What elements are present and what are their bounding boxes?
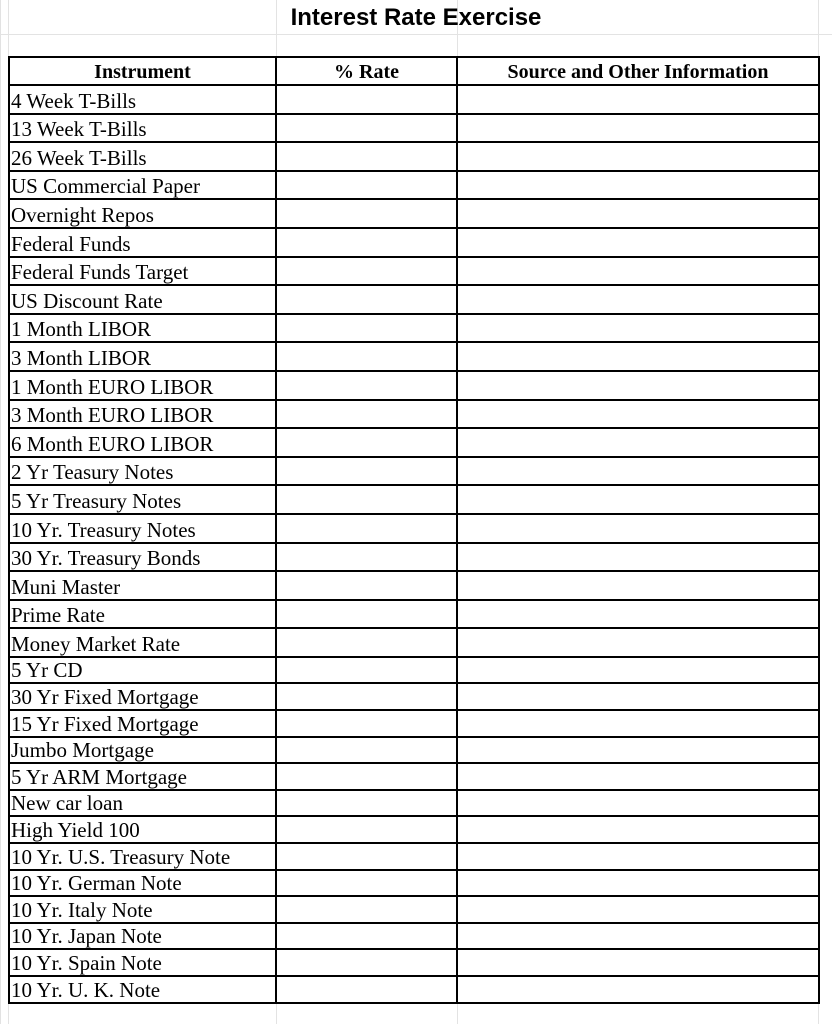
rate-cell[interactable] <box>276 628 457 657</box>
instrument-cell[interactable]: 5 Yr Treasury Notes <box>9 485 276 514</box>
instrument-cell[interactable]: 10 Yr. Japan Note <box>9 923 276 950</box>
rate-cell[interactable] <box>276 485 457 514</box>
rate-cell[interactable] <box>276 142 457 171</box>
rate-cell[interactable] <box>276 657 457 684</box>
rate-cell[interactable] <box>276 790 457 817</box>
rate-cell[interactable] <box>276 543 457 572</box>
instrument-cell[interactable]: Jumbo Mortgage <box>9 737 276 764</box>
source-cell[interactable] <box>457 657 819 684</box>
source-cell[interactable] <box>457 628 819 657</box>
source-cell[interactable] <box>457 314 819 343</box>
source-cell[interactable] <box>457 400 819 429</box>
table-row <box>9 485 819 514</box>
rate-cell[interactable] <box>276 228 457 257</box>
table-row <box>9 342 819 371</box>
table-row <box>9 628 819 657</box>
rate-cell[interactable] <box>276 285 457 314</box>
rate-cell[interactable] <box>276 683 457 710</box>
source-cell[interactable] <box>457 171 819 200</box>
source-cell[interactable] <box>457 949 819 976</box>
instrument-cell[interactable]: 5 Yr ARM Mortgage <box>9 763 276 790</box>
rate-cell[interactable] <box>276 816 457 843</box>
instrument-cell[interactable]: 3 Month LIBOR <box>9 342 276 371</box>
table-row <box>9 571 819 600</box>
source-cell[interactable] <box>457 896 819 923</box>
table-row <box>9 314 819 343</box>
rate-cell[interactable] <box>276 199 457 228</box>
source-cell[interactable] <box>457 485 819 514</box>
instrument-cell[interactable]: US Commercial Paper <box>9 171 276 200</box>
source-cell[interactable] <box>457 737 819 764</box>
source-cell[interactable] <box>457 710 819 737</box>
rate-cell[interactable] <box>276 870 457 897</box>
source-cell[interactable] <box>457 683 819 710</box>
instrument-cell[interactable]: Overnight Repos <box>9 199 276 228</box>
source-cell[interactable] <box>457 870 819 897</box>
rate-cell[interactable] <box>276 737 457 764</box>
rate-cell[interactable] <box>276 949 457 976</box>
rate-cell[interactable] <box>276 763 457 790</box>
instrument-cell[interactable]: 10 Yr. German Note <box>9 870 276 897</box>
rate-cell[interactable] <box>276 371 457 400</box>
table-row <box>9 816 819 843</box>
source-cell[interactable] <box>457 257 819 286</box>
instrument-cell[interactable]: 13 Week T-Bills <box>9 114 276 143</box>
instrument-cell[interactable]: 10 Yr. Spain Note <box>9 949 276 976</box>
table-row <box>9 600 819 629</box>
rate-cell[interactable] <box>276 400 457 429</box>
instrument-cell[interactable]: 1 Month LIBOR <box>9 314 276 343</box>
instrument-cell[interactable]: High Yield 100 <box>9 816 276 843</box>
instrument-cell[interactable]: 6 Month EURO LIBOR <box>9 428 276 457</box>
source-cell[interactable] <box>457 790 819 817</box>
table-row <box>9 790 819 817</box>
source-cell[interactable] <box>457 843 819 870</box>
instrument-cell[interactable]: 15 Yr Fixed Mortgage <box>9 710 276 737</box>
rate-cell[interactable] <box>276 600 457 629</box>
table-row <box>9 428 819 457</box>
source-cell[interactable] <box>457 85 819 114</box>
gridline-row-1 <box>0 34 832 35</box>
source-cell[interactable] <box>457 199 819 228</box>
table-row <box>9 683 819 710</box>
source-cell[interactable] <box>457 428 819 457</box>
table-row <box>9 85 819 114</box>
source-cell[interactable] <box>457 371 819 400</box>
rate-cell[interactable] <box>276 314 457 343</box>
rate-cell[interactable] <box>276 896 457 923</box>
table-row <box>9 870 819 897</box>
table-row <box>9 114 819 143</box>
instrument-cell[interactable]: 10 Yr. U.S. Treasury Note <box>9 843 276 870</box>
instrument-cell[interactable]: 4 Week T-Bills <box>9 85 276 114</box>
instrument-cell[interactable]: 10 Yr. Treasury Notes <box>9 514 276 543</box>
instrument-cell[interactable]: New car loan <box>9 790 276 817</box>
instrument-cell[interactable]: Prime Rate <box>9 600 276 629</box>
table-row <box>9 843 819 870</box>
instrument-cell[interactable]: US Discount Rate <box>9 285 276 314</box>
instrument-cell[interactable]: 10 Yr. Italy Note <box>9 896 276 923</box>
instrument-cell[interactable]: Federal Funds Target <box>9 257 276 286</box>
table-row <box>9 257 819 286</box>
source-cell[interactable] <box>457 342 819 371</box>
header-source[interactable]: Source and Other Information <box>457 57 819 85</box>
sheet-title[interactable]: Interest Rate Exercise <box>290 4 542 31</box>
rate-cell[interactable] <box>276 976 457 1003</box>
instrument-cell[interactable]: Federal Funds <box>9 228 276 257</box>
instrument-cell[interactable]: 1 Month EURO LIBOR <box>9 371 276 400</box>
source-cell[interactable] <box>457 571 819 600</box>
source-cell[interactable] <box>457 816 819 843</box>
header-rate[interactable]: % Rate <box>276 57 457 85</box>
source-cell[interactable] <box>457 114 819 143</box>
rate-cell[interactable] <box>276 843 457 870</box>
rate-cell[interactable] <box>276 171 457 200</box>
rate-cell[interactable] <box>276 514 457 543</box>
table-row <box>9 949 819 976</box>
source-cell[interactable] <box>457 923 819 950</box>
instrument-cell[interactable]: 30 Yr. Treasury Bonds <box>9 543 276 572</box>
instrument-cell[interactable]: Money Market Rate <box>9 628 276 657</box>
source-cell[interactable] <box>457 763 819 790</box>
table-row <box>9 199 819 228</box>
source-cell[interactable] <box>457 976 819 1003</box>
rate-cell[interactable] <box>276 571 457 600</box>
source-cell[interactable] <box>457 228 819 257</box>
rate-cell[interactable] <box>276 428 457 457</box>
instrument-cell[interactable]: 3 Month EURO LIBOR <box>9 400 276 429</box>
source-cell[interactable] <box>457 514 819 543</box>
instrument-cell[interactable]: 26 Week T-Bills <box>9 142 276 171</box>
table-row <box>9 976 819 1003</box>
instrument-cell[interactable]: 10 Yr. U. K. Note <box>9 976 276 1003</box>
source-cell[interactable] <box>457 142 819 171</box>
rate-cell[interactable] <box>276 710 457 737</box>
table-row <box>9 400 819 429</box>
table-row <box>9 142 819 171</box>
source-cell[interactable] <box>457 457 819 486</box>
instrument-cell[interactable]: 5 Yr CD <box>9 657 276 684</box>
instrument-cell[interactable]: Muni Master <box>9 571 276 600</box>
instrument-cell[interactable]: 30 Yr Fixed Mortgage <box>9 683 276 710</box>
rate-cell[interactable] <box>276 457 457 486</box>
rate-cell[interactable] <box>276 923 457 950</box>
instrument-cell[interactable]: 2 Yr Teasury Notes <box>9 457 276 486</box>
table-row <box>9 171 819 200</box>
header-instrument[interactable]: Instrument <box>9 57 276 85</box>
rate-cell[interactable] <box>276 257 457 286</box>
source-cell[interactable] <box>457 543 819 572</box>
table-row <box>9 228 819 257</box>
source-cell[interactable] <box>457 600 819 629</box>
table-row <box>9 896 819 923</box>
interest-rate-table <box>8 56 820 1004</box>
source-cell[interactable] <box>457 285 819 314</box>
rate-cell[interactable] <box>276 85 457 114</box>
header-row <box>9 57 819 85</box>
table-row <box>9 923 819 950</box>
table-row <box>9 737 819 764</box>
table-row <box>9 514 819 543</box>
table-row <box>9 371 819 400</box>
rate-cell[interactable] <box>276 114 457 143</box>
table-row <box>9 543 819 572</box>
rate-cell[interactable] <box>276 342 457 371</box>
table-row <box>9 457 819 486</box>
table-row <box>9 710 819 737</box>
table-row <box>9 657 819 684</box>
table-row <box>9 763 819 790</box>
table-row <box>9 285 819 314</box>
